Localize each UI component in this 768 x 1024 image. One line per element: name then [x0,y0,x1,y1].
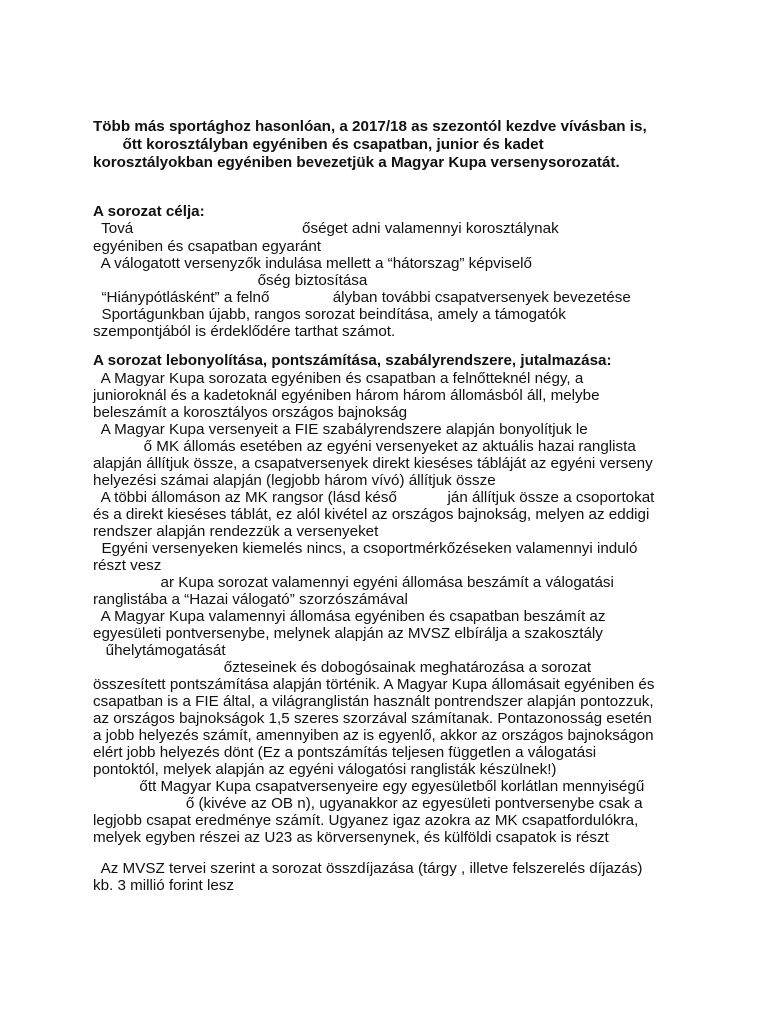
body-line: elért jobb helyezés dönt (Ez a pontszámítás teljesen független a válogatási [93,744,597,761]
body-line: szempontjából is érdeklődére tarthat számot. [93,323,396,340]
body-line: ar Kupa sorozat valamennyi egyéni állomása beszámít a válogatási [93,574,614,591]
body-line: beleszámít a korosztályos országos bajnokság [93,404,408,421]
body-line: A Magyar Kupa versenyeit a FIE szabályrendszere alapján bonyolítjuk le [93,421,588,438]
body-line: Egyéni versenyeken kiemelés nincs, a csoportmérkőzéseken valamennyi induló [93,540,638,557]
body-line: Tová őséget adni valamennyi korosztálynak [93,220,559,237]
body-line: és a direkt kieséses táblát, ez alól kivétel az országos bajnokság, melyen az eddigi [93,506,650,523]
body-line: őség biztosítása [93,272,368,289]
body-line: egyéniben és csapatban egyaránt [93,238,321,255]
body-line: ő MK állomás esetében az egyéni versenyeket az aktuális hazai ranglista [93,438,636,455]
body-line: ő (kivéve az OB n), ugyanakkor az egyesületi pontversenybe csak a [93,795,643,812]
body-line: ranglistába a “Hazai válogató” szorzószámával [93,591,408,608]
body-line: őtt Magyar Kupa csapatversenyeire egy egyesületből korlátlan mennyiségű [93,778,645,795]
body-line: Sportágunkban újabb, rangos sorozat beindítása, amely a támogatók [93,306,566,323]
body-line: űhelytámogatását [93,642,226,659]
body-line: melyek egyben részei az U23 as körversenynek, és külföldi csapatok is részt [93,829,609,846]
body-line: csapatban is a FIE által, a világranglistán használt pontrendszer alapján pontozzuk, [93,693,654,710]
section-heading: A sorozat lebonyolítása, pontszámítása, szabályrendszere, jutalmazása: [93,352,612,369]
body-line: A válogatott versenyzők indulása mellett a “hátorszag” képviselő [93,255,532,272]
body-line: alapján állítjuk össze, a csapatversenyek direkt kieséses tábláját az egyéni verseny [93,455,653,472]
body-line: részt vesz [93,557,162,574]
body-line: a jobb helyezés számít, amennyiben az is egyenlő, akkor az országos bajnokságon [93,727,654,744]
body-line: pontoktól, melyek alapján az egyéni válogatósi ranglisták készülnek!) [93,761,557,778]
section-heading: A sorozat célja: [93,203,205,220]
closing-line: kb. 3 millió forint lesz [93,877,234,894]
body-line: A Magyar Kupa valamennyi állomása egyéniben és csapatban beszámít az [93,608,606,625]
body-line: A Magyar Kupa sorozata egyéniben és csapatban a felnőtteknél négy, a [93,370,584,387]
body-line: “Hiánypótlásként” a felnő ályban további csapatversenyek bevezetése [93,289,631,306]
body-line: helyezési számai alapján (legjobb három vívó) állítjuk össze [93,472,496,489]
body-line: őzteseinek és dobogósainak meghatározása a sorozat [93,659,592,676]
body-line: összesített pontszámítása alapján történik. A Magyar Kupa állomásait egyéniben és [93,676,655,693]
body-line: egyesületi pontversenybe, melynek alapján az MVSZ elbírálja a szakosztály [93,625,603,642]
intro-line: Több más sportághoz hasonlóan, a 2017/18 as szezontól kezdve vívásban is, [93,118,647,135]
body-line: junioroknál és a kadetoknál egyéniben három három állomásból áll, melybe [93,387,600,404]
body-line: A többi állomáson az MK rangsor (lásd késő ján állítjuk össze a csoportokat [93,489,655,506]
closing-line: Az MVSZ tervei szerint a sorozat összdíjazása (tárgy , illetve felszerelés díjazás) [93,860,643,877]
intro-line: őtt korosztályban egyéniben és csapatban, junior és kadet [93,136,544,153]
body-line: az országos bajnokságok 1,5 szeres szorzával számítanak. Pontazonosság esetén [93,710,652,727]
intro-line: korosztályokban egyéniben bevezetjük a Magyar Kupa versenysorozatát. [93,154,620,171]
body-line: legjobb csapat eredménye számít. Ugyanez igaz azokra az MK csapatfordulókra, [93,812,639,829]
body-line: rendszer alapján rendezzük a versenyeket [93,523,379,540]
